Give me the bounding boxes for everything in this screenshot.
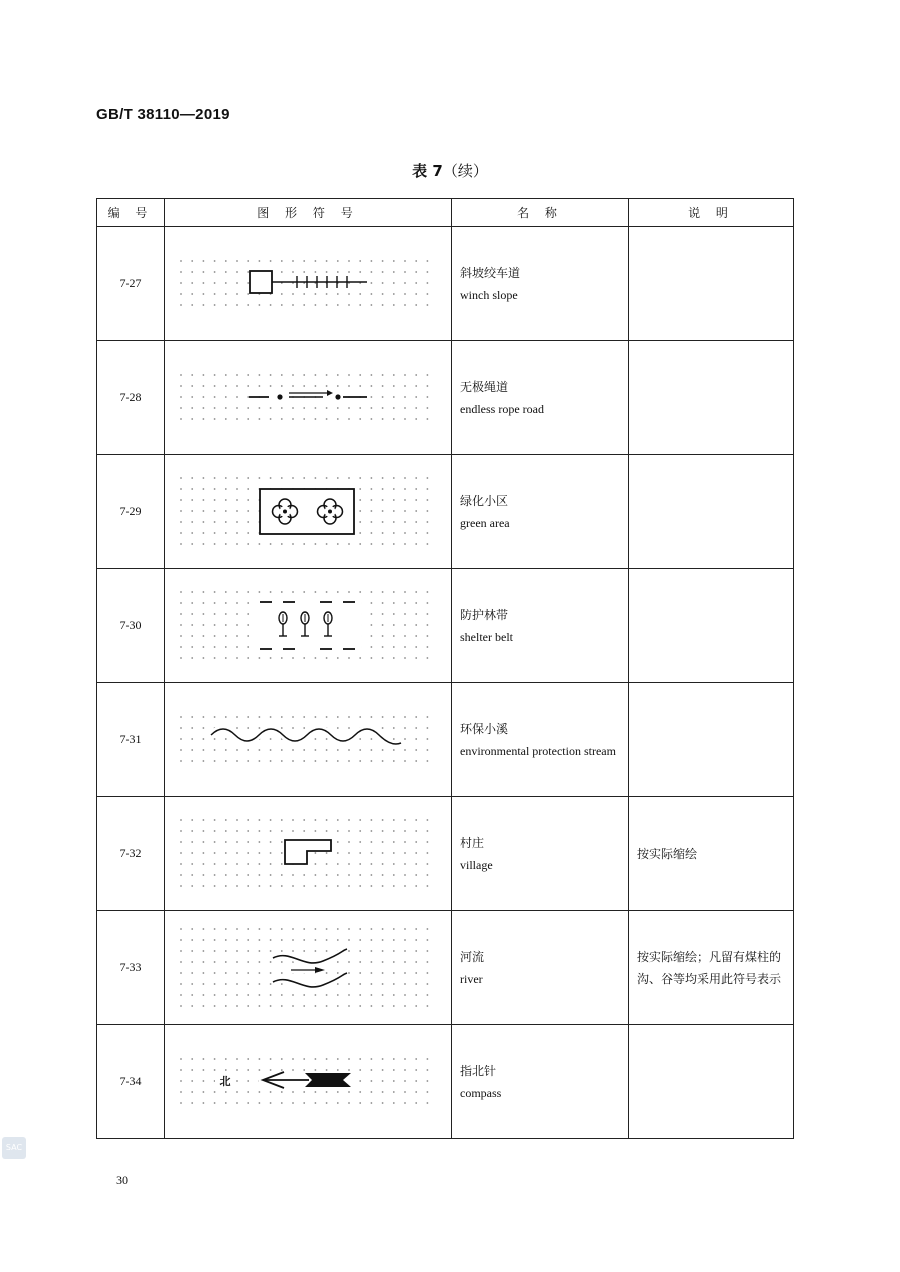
name-zh: 防护林带 <box>460 607 509 622</box>
table-row <box>97 797 794 911</box>
name-cell <box>452 797 629 911</box>
name-en: compass <box>460 1085 502 1100</box>
row-number: 7-32 <box>97 797 165 911</box>
name-en: green area <box>460 515 510 530</box>
note-cell <box>629 683 794 797</box>
name-en: river <box>460 971 483 986</box>
name-en: village <box>460 857 493 872</box>
col-header-name: 名 称 <box>452 199 629 227</box>
symbol-cell <box>165 341 452 455</box>
row-number: 7-33 <box>97 911 165 1025</box>
row-number: 7-29 <box>97 455 165 569</box>
row-number: 7-34 <box>97 1025 165 1139</box>
endless-rope-road-icon <box>165 341 451 454</box>
shelter-belt-icon <box>165 569 451 682</box>
table-row <box>97 341 794 455</box>
row-number: 7-27 <box>97 227 165 341</box>
note-cell <box>629 227 794 341</box>
row-number: 7-28 <box>97 341 165 455</box>
table-caption <box>0 160 900 181</box>
name-en: shelter belt <box>460 629 513 644</box>
table-row <box>97 683 794 797</box>
symbol-cell <box>165 911 452 1025</box>
row-number: 7-30 <box>97 569 165 683</box>
table-row <box>97 569 794 683</box>
table-caption-number: 表 7 <box>412 162 443 180</box>
name-cell <box>452 341 629 455</box>
compass-icon <box>165 1025 451 1138</box>
table-row <box>97 455 794 569</box>
col-header-symbol: 图 形 符 号 <box>165 199 452 227</box>
name-en: winch slope <box>460 287 518 302</box>
name-zh: 绿化小区 <box>460 493 509 508</box>
row-number: 7-31 <box>97 683 165 797</box>
village-icon <box>165 797 451 910</box>
symbol-cell <box>165 797 452 911</box>
note-cell <box>629 455 794 569</box>
name-zh: 斜坡绞车道 <box>460 265 521 280</box>
name-en: endless rope road <box>460 401 544 416</box>
name-zh: 河流 <box>460 949 485 964</box>
name-cell <box>452 455 629 569</box>
note-cell <box>629 569 794 683</box>
river-icon <box>165 911 451 1024</box>
table-row <box>97 1025 794 1139</box>
standard-code: GB/T 38110—2019 <box>96 106 230 123</box>
note-cell: 按实际缩绘；凡留有煤柱的沟、谷等均采用此符号表示 <box>629 911 794 1025</box>
stream-icon <box>165 683 451 796</box>
name-zh: 指北针 <box>460 1063 497 1078</box>
symbol-cell <box>165 569 452 683</box>
name-cell <box>452 227 629 341</box>
green-area-icon <box>165 455 451 568</box>
compass-north-label: 北 <box>219 1075 231 1088</box>
name-en: environmental protection stream <box>460 743 616 758</box>
symbol-cell <box>165 455 452 569</box>
note-cell: 按实际缩绘 <box>629 797 794 911</box>
symbol-table <box>96 198 794 1139</box>
symbol-cell <box>165 683 452 797</box>
table-header-row <box>97 199 794 227</box>
symbol-cell <box>165 227 452 341</box>
name-cell <box>452 911 629 1025</box>
sac-logo-mark: SAC <box>2 1137 26 1159</box>
name-zh: 环保小溪 <box>460 721 509 736</box>
symbol-cell <box>165 1025 452 1139</box>
table-row <box>97 227 794 341</box>
table-caption-suffix: （续） <box>442 162 488 180</box>
name-zh: 无极绳道 <box>460 379 509 394</box>
note-cell <box>629 341 794 455</box>
winch-slope-icon <box>165 227 451 340</box>
col-header-note: 说 明 <box>629 199 794 227</box>
table-row <box>97 911 794 1025</box>
name-zh: 村庄 <box>460 835 485 850</box>
name-cell <box>452 683 629 797</box>
name-cell <box>452 1025 629 1139</box>
name-cell <box>452 569 629 683</box>
page-number: 30 <box>116 1173 128 1187</box>
note-cell <box>629 1025 794 1139</box>
col-header-number: 编 号 <box>97 199 165 227</box>
